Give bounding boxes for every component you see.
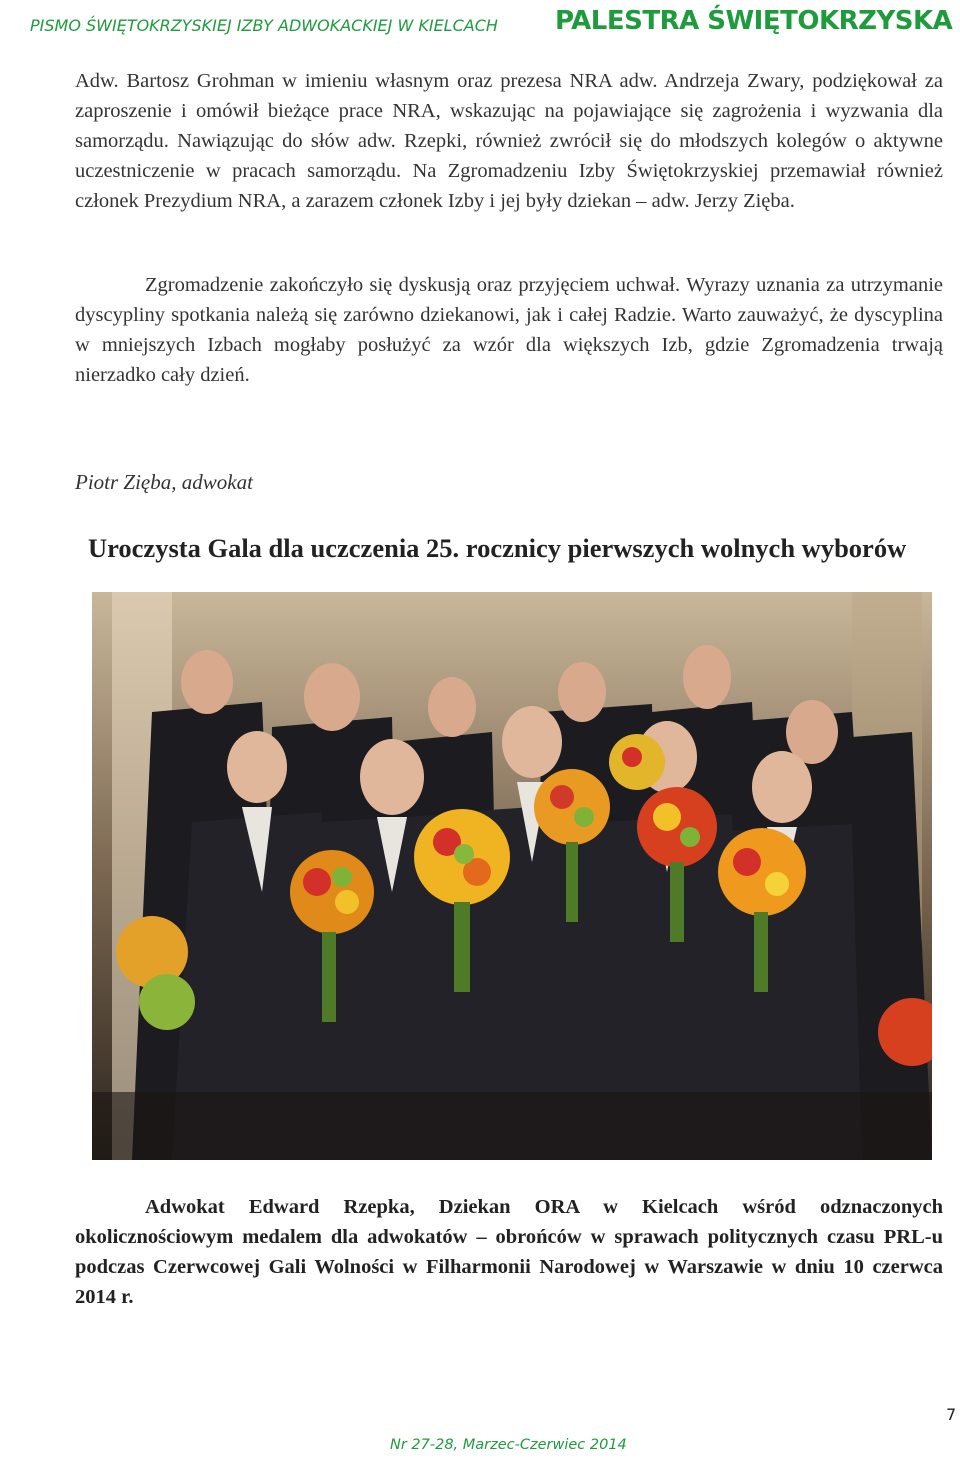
article-paragraph-2: Zgromadzenie zakończyło się dyskusją oraz przyjęciem uchwał. Wyrazy uznania za utrzymanie dyscypliny spotkania należą się zarówno dziekanowi, jak i całej Radzie. Warto zauważyć, że dyscyplina w mniejszych Izbach mogłaby posłużyć za wzór dla większych Izb, gdzie Zgromadzenia trwają nierzadko cały dzień. (75, 274, 943, 386)
issue-footer: Nr 27-28, Marzec-Czerwiec 2014 (390, 1437, 627, 1453)
article-author: Piotr Zięba, adwokat (75, 470, 253, 494)
photo-caption: Adwokat Edward Rzepka, Dziekan ORA w Kielcach wśród odznaczonych okolicznościowym medalem dla adwokatów – obrońców w sprawach politycznych czasu PRL-u podczas Czerwcowej Gali Wolności w Filharmonii Narodowej w Warszawie w dniu 10 czerwca 2014 r. (75, 1196, 943, 1308)
page-number: 7 (946, 1405, 957, 1424)
journal-name: PISMO ŚWIĘTOKRZYSKIEJ IZBY ADWOKACKIEJ W KIELCACH (30, 16, 498, 35)
page-header (0, 0, 960, 44)
article-paragraph-1: Adw. Bartosz Grohman w imieniu własnym oraz prezesa NRA adw. Andrzeja Zwary, podziękował za zaproszenie i omówił bieżące prace NRA, wskazując na pojawiające się zagrożenia i wyzwania dla samorządu. Nawiązując do słów adw. Rzepki, również zwrócił się do młodszych kolegów o aktywne uczestniczenie w pracach samorządu. Na Zgromadzeniu Izby Świętokrzyskiej przemawiał również członek Prezydium NRA, a zarazem członek Izby i jej były dziekan – adw. Jerzy Zięba. (75, 70, 943, 212)
journal-title: PALESTRA ŚWIĘTOKRZYSKA (555, 6, 953, 36)
section-title: Uroczysta Gala dla uczczenia 25. rocznicy pierwszych wolnych wyborów (88, 533, 907, 563)
gala-photo (92, 592, 932, 1160)
